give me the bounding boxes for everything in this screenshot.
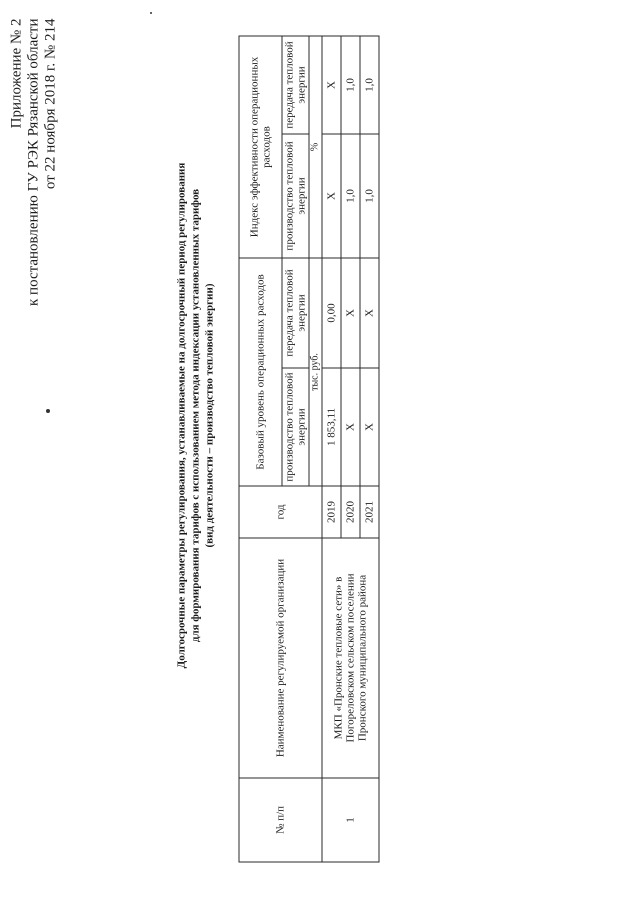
annex-header [8,18,59,438]
cell-base-transfer: 0,00 [322,257,341,367]
cell-eff-production: X [322,133,341,257]
cell-base-production: X [360,368,379,486]
table-row [322,35,341,861]
header-base-production: производство тепловой энергии [282,368,309,486]
unit-thousand-rubles: тыс. руб. [309,257,322,485]
organization-line-3: Пронского муниципального района [356,574,368,741]
cell-year: 2019 [322,486,341,538]
title-line-1: Долгосрочные параметры регулирования, устанавливаемые на долгосрочный период регулирования [175,162,187,668]
cell-eff-transfer: X [322,35,341,133]
document-title [174,65,216,765]
cell-base-transfer: X [341,257,360,367]
unit-percent: % [309,35,322,257]
header-efficiency-index: Индекс эффективности операционных расходов [239,35,282,257]
cell-base-production: 1 853,11 [322,368,341,486]
cell-eff-transfer: 1,0 [341,35,360,133]
header-eff-production: производство тепловой энергии [282,133,309,257]
header-base-transfer: передача тепловой энергии [282,257,309,367]
header-row-1 [239,35,282,861]
annex-number: Приложение № 2 [8,18,24,128]
header-base-level: Базовый уровень операционных расходов [239,257,282,485]
cell-year: 2020 [341,486,360,538]
cell-eff-transfer: 1,0 [360,35,379,133]
cell-eff-production: 1,0 [360,133,379,257]
annex-resolution: к постановлению ГУ РЭК Рязанской области [25,18,41,306]
organization-line-1: МКП «Пронские тепловые сети» в [332,576,344,739]
cell-year: 2021 [360,486,379,538]
cell-base-transfer: X [360,257,379,367]
organization-name [322,538,379,778]
cell-base-production: X [341,368,360,486]
header-year: год [239,486,322,538]
organization-line-2: Погореловском сельском поселении [344,572,356,743]
header-organization: Наименование регулируемой организации [239,538,322,778]
header-eff-transfer: передача тепловой энергии [282,35,309,133]
header-number: № п/п [239,778,322,862]
row-number: 1 [322,778,379,862]
parameters-table [238,35,379,862]
annex-date: от 22 ноября 2018 г. № 214 [42,18,58,189]
title-line-3: (вид деятельности – производство тепловой энергии) [203,282,215,548]
cell-eff-production: 1,0 [341,133,360,257]
title-line-2: для формирования тарифов с использованием метода индексации установленных тарифов [189,188,201,642]
